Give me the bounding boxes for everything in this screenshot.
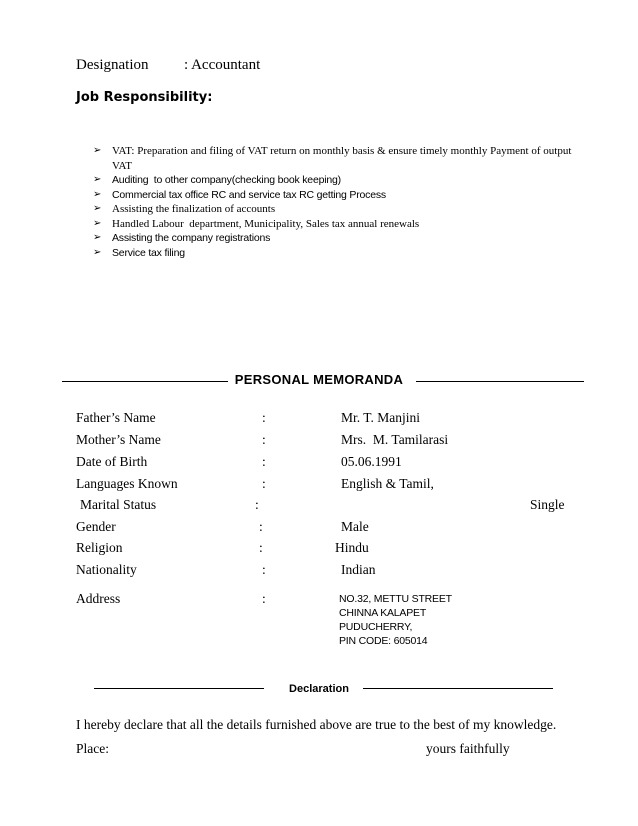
languages-label: Languages Known: [76, 476, 178, 491]
address-line: PUDUCHERRY,: [339, 621, 413, 633]
gender-value: Male: [341, 519, 369, 534]
marital-status-label: Marital Status: [80, 497, 157, 512]
field-colon: :: [259, 519, 263, 534]
arrow-bullet-icon: ➢: [93, 188, 102, 200]
address-line: NO.32, METTU STREET: [339, 593, 452, 605]
list-item: [93, 202, 573, 217]
fathers-name-label: Father’s Name: [76, 410, 156, 425]
nationality-value: Indian: [341, 562, 376, 577]
marital-status-value: Single: [530, 497, 565, 512]
dob-value: 05.06.1991: [341, 454, 402, 469]
languages-value: English & Tamil,: [341, 476, 434, 491]
designation-value: : Accountant: [184, 57, 261, 73]
field-colon: :: [255, 497, 259, 512]
list-item: [93, 144, 572, 173]
address-line: CHINNA KALAPET: [339, 607, 427, 619]
responsibility-text: Commercial tax office RC and service tax RC getting Process: [112, 188, 386, 201]
responsibility-text: VAT: Preparation and filing of VAT return on monthly basis & ensure timely monthly Payment of output VAT: [112, 145, 572, 172]
arrow-bullet-icon: ➢: [93, 203, 102, 214]
field-colon: :: [259, 540, 263, 555]
list-item: [93, 217, 573, 232]
mothers-name-value: Mrs. M. Tamilarasi: [341, 432, 449, 447]
responsibility-text: Assisting the company registrations: [112, 232, 271, 244]
place-label: Place:: [76, 741, 109, 756]
responsibility-text: Handled Labour department, Municipality, Sales tax annual renewals: [112, 217, 420, 230]
section-divider-right: [416, 381, 584, 382]
job-responsibility-heading: Job Responsibility:: [76, 90, 213, 105]
religion-value: Hindu: [335, 540, 369, 555]
list-item: [93, 188, 573, 203]
field-colon: :: [262, 476, 266, 491]
list-item: [93, 173, 573, 188]
address-line: PIN CODE: 605014: [339, 635, 428, 647]
responsibility-text: Assisting the finalization of accounts: [112, 203, 276, 215]
responsibility-text: Auditing to other company(checking book keeping): [112, 174, 341, 186]
fathers-name-value: Mr. T. Manjini: [341, 410, 421, 425]
personal-memoranda-heading: PERSONAL MEMORANDA: [234, 372, 404, 387]
nationality-label: Nationality: [76, 562, 137, 577]
arrow-bullet-icon: ➢: [93, 217, 102, 229]
declaration-text: I hereby declare that all the details furnished above are true to the best of my knowledge.: [76, 717, 557, 732]
address-label: Address: [76, 591, 121, 606]
designation-label: Designation: [76, 57, 149, 73]
mothers-name-label: Mother’s Name: [76, 432, 161, 447]
field-colon: :: [262, 591, 266, 606]
arrow-bullet-icon: ➢: [93, 246, 102, 258]
religion-label: Religion: [76, 540, 123, 555]
gender-label: Gender: [76, 519, 116, 534]
dob-label: Date of Birth: [76, 454, 148, 469]
responsibility-text: Service tax filing: [112, 246, 185, 259]
arrow-bullet-icon: ➢: [93, 145, 102, 156]
section-divider-right: [363, 688, 553, 689]
arrow-bullet-icon: ➢: [93, 232, 102, 243]
list-item: [93, 231, 573, 246]
list-item: [93, 246, 573, 261]
arrow-bullet-icon: ➢: [93, 174, 102, 185]
field-colon: :: [262, 410, 266, 425]
field-colon: :: [262, 562, 266, 577]
field-colon: :: [262, 454, 266, 469]
closing-text: yours faithfully: [426, 741, 510, 756]
declaration-heading: Declaration: [289, 683, 349, 695]
responsibility-list: [93, 144, 573, 260]
field-colon: :: [262, 432, 266, 447]
